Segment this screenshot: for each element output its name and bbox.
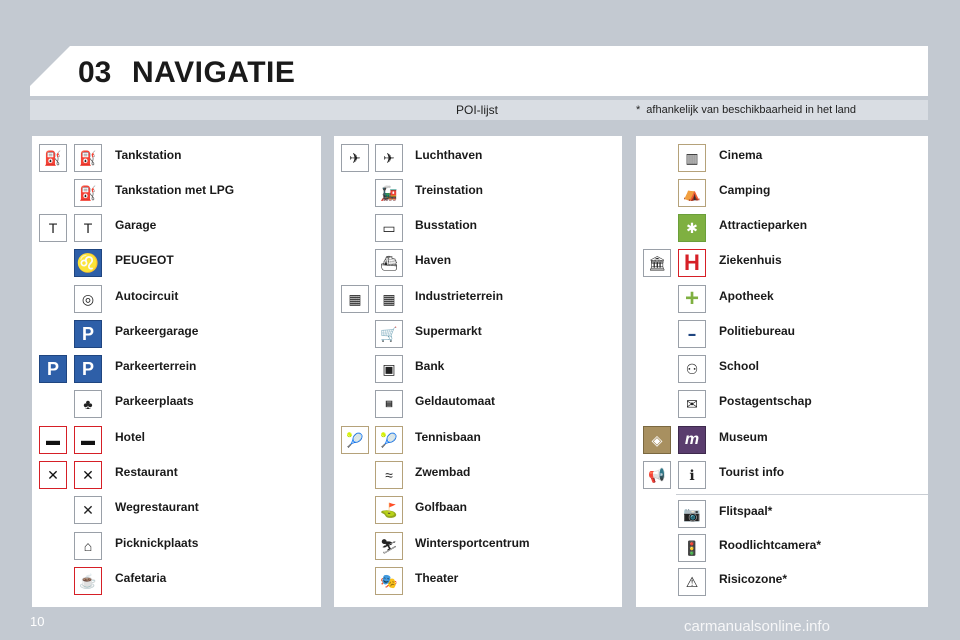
- race-circuit-icon: ◎: [74, 285, 102, 313]
- poi-label: Autocircuit: [115, 289, 179, 303]
- list-item: [32, 528, 321, 563]
- list-item: [334, 210, 622, 245]
- peugeot-lion-icon: ♌: [74, 249, 102, 277]
- horn-icon: 📢: [643, 461, 671, 489]
- bus-icon: ▭: [375, 214, 403, 242]
- poi-label: Camping: [719, 183, 771, 197]
- poi-label: Tankstation: [115, 148, 182, 162]
- poi-column-2: [334, 136, 622, 607]
- list-item: [32, 281, 321, 316]
- list-item: [32, 563, 321, 598]
- chapter-number: 03: [78, 56, 112, 89]
- poi-label: Hotel: [115, 430, 145, 444]
- envelope-icon: ✉: [678, 390, 706, 418]
- list-item: [32, 457, 321, 492]
- list-item: [636, 564, 928, 599]
- list-item: [334, 316, 622, 351]
- poi-label: Picknickplaats: [115, 536, 199, 550]
- fuel-pump-lpg-icon: ⛽: [74, 179, 102, 207]
- availability-note: [636, 104, 856, 116]
- skier-icon: ⛷: [375, 532, 403, 560]
- section-title: POI-lijst: [456, 103, 498, 117]
- poi-label: Luchthaven: [415, 148, 483, 162]
- fuel-pump-icon: ⛽: [39, 144, 67, 172]
- poi-label: Restaurant: [115, 465, 178, 479]
- list-item: [32, 422, 321, 457]
- police-icon: ▬: [678, 320, 706, 348]
- poi-label: Risicozone*: [719, 572, 788, 586]
- poi-label: Apotheek: [719, 289, 774, 303]
- factory-icon: ▦: [375, 285, 403, 313]
- museum-ornament-icon: ◈: [643, 426, 671, 454]
- poi-label: Garage: [115, 218, 157, 232]
- poi-label: Industrieterrein: [415, 289, 504, 303]
- poi-label: Theater: [415, 571, 459, 585]
- hospital-h-icon: H: [678, 249, 706, 277]
- wrench-icon: T: [74, 214, 102, 242]
- note-asterisk: *: [636, 104, 641, 116]
- list-item: [334, 245, 622, 280]
- poi-label: Supermarkt: [415, 324, 482, 338]
- poi-label: Bank: [415, 359, 445, 373]
- parking-p-icon: P: [39, 355, 67, 383]
- museum-m-icon: m: [678, 426, 706, 454]
- list-item: [636, 316, 928, 351]
- red-light-camera-icon: 🚦: [678, 534, 706, 562]
- poi-label: Ziekenhuis: [719, 253, 782, 267]
- poi-column-3: [636, 136, 928, 607]
- section-divider: [676, 494, 928, 495]
- poi-label: Parkeergarage: [115, 324, 199, 338]
- list-item: [334, 386, 622, 421]
- pharmacy-cross-icon: +: [678, 285, 706, 313]
- list-item: [636, 245, 928, 280]
- film-icon: ▥: [678, 144, 706, 172]
- amusement-park-icon: ✱: [678, 214, 706, 242]
- rest-area-icon: ♣: [74, 390, 102, 418]
- bank-safe-icon: ▣: [375, 355, 403, 383]
- list-item: [32, 140, 321, 175]
- poi-label: Politiebureau: [719, 324, 796, 338]
- warning-triangle-icon: ⚠: [678, 568, 706, 596]
- chapter-title: NAVIGATIE: [132, 56, 296, 89]
- shopping-cart-icon: 🛒: [375, 320, 403, 348]
- list-item: [636, 210, 928, 245]
- poi-column-1: [32, 136, 321, 607]
- poi-label: Tankstation met LPG: [115, 183, 235, 197]
- golfer-icon: ⛳: [375, 496, 403, 524]
- fuel-pump-icon: ⛽: [74, 144, 102, 172]
- list-item: [334, 457, 622, 492]
- poi-label: Wegrestaurant: [115, 500, 199, 514]
- airport-terminal-icon: ✈: [341, 144, 369, 172]
- roadside-restaurant-icon: ✕: [74, 496, 102, 524]
- watermark: carmanualsonline.info: [684, 618, 830, 635]
- poi-label: Museum: [719, 430, 768, 444]
- parking-garage-icon: P: [74, 320, 102, 348]
- poi-label: Cinema: [719, 148, 763, 162]
- bed-icon: ▬: [39, 426, 67, 454]
- theater-icon: 🎭: [375, 567, 403, 595]
- list-item: [636, 496, 928, 531]
- list-item: [334, 175, 622, 210]
- train-icon: 🚂: [375, 179, 403, 207]
- poi-label: Flitspaal*: [719, 504, 773, 518]
- list-item: [334, 492, 622, 527]
- tennis-player-icon: 🎾: [375, 426, 403, 454]
- list-item: [636, 422, 928, 457]
- list-item: [334, 528, 622, 563]
- poi-label: Parkeerplaats: [115, 394, 194, 408]
- list-item: [636, 530, 928, 565]
- wrench-icon: T: [39, 214, 67, 242]
- poi-label: Wintersportcentrum: [415, 536, 530, 550]
- list-item: [32, 492, 321, 527]
- museum-building-icon: 🏛: [643, 249, 671, 277]
- coffee-cup-icon: ☕: [74, 567, 102, 595]
- list-item: [32, 210, 321, 245]
- list-item: [32, 386, 321, 421]
- poi-label: Golfbaan: [415, 500, 468, 514]
- list-item: [636, 386, 928, 421]
- list-item: [32, 175, 321, 210]
- airplane-icon: ✈: [375, 144, 403, 172]
- page-number: 10: [30, 614, 45, 629]
- list-item: [334, 281, 622, 316]
- poi-label: PEUGEOT: [115, 253, 174, 267]
- poi-label: Treinstation: [415, 183, 484, 197]
- factory-icon: ▦: [341, 285, 369, 313]
- poi-label: Parkeerterrein: [115, 359, 197, 373]
- poi-label: Cafetaria: [115, 571, 167, 585]
- info-i-icon: ℹ: [678, 461, 706, 489]
- bed-icon: ▬: [74, 426, 102, 454]
- list-item: [32, 316, 321, 351]
- cutlery-icon: ✕: [74, 461, 102, 489]
- list-item: [636, 140, 928, 175]
- poi-label: Haven: [415, 253, 452, 267]
- list-item: [334, 140, 622, 175]
- poi-label: Roodlichtcamera*: [719, 538, 822, 552]
- list-item: [334, 351, 622, 386]
- note-text: afhankelijk van beschikbaarheid in het land: [646, 104, 857, 116]
- poi-label: Zwembad: [415, 465, 471, 479]
- list-item: [636, 175, 928, 210]
- swimmer-icon: ≈: [375, 461, 403, 489]
- poi-label: Tennisbaan: [415, 430, 481, 444]
- poi-label: Postagentschap: [719, 394, 812, 408]
- parking-p-icon: P: [74, 355, 102, 383]
- cutlery-icon: ✕: [39, 461, 67, 489]
- speed-camera-icon: 📷: [678, 500, 706, 528]
- list-item: [636, 351, 928, 386]
- poi-label: School: [719, 359, 760, 373]
- picnic-icon: ⌂: [74, 532, 102, 560]
- list-item: [334, 563, 622, 598]
- ship-icon: ⛴: [375, 249, 403, 277]
- list-item: [32, 245, 321, 280]
- poi-label: Attractieparken: [719, 218, 808, 232]
- poi-label: Geldautomaat: [415, 394, 496, 408]
- list-item: [636, 457, 928, 492]
- camping-icon: ⛺: [678, 179, 706, 207]
- poi-label: Tourist info: [719, 465, 785, 479]
- poi-label: Busstation: [415, 218, 478, 232]
- school-children-icon: ⚇: [678, 355, 706, 383]
- list-item: [636, 281, 928, 316]
- list-item: [32, 351, 321, 386]
- atm-icon: ▤: [375, 390, 403, 418]
- list-item: [334, 422, 622, 457]
- sports-icon: 🎾: [341, 426, 369, 454]
